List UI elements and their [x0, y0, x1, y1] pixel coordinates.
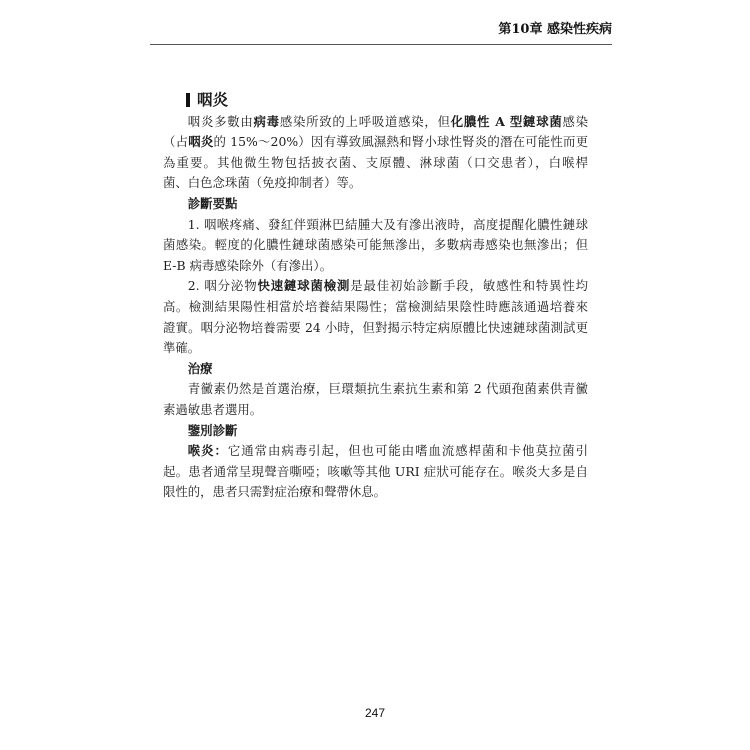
text-segment: 為重要。其他微生物包括披衣菌、支原體、淋球菌（口交患者），白喉桿: [163, 154, 588, 170]
bold-term: 化膿性 A 型鏈球菌: [450, 113, 563, 129]
text-line: [163, 256, 588, 277]
page-number: 247: [364, 706, 386, 720]
text-line: [163, 276, 588, 297]
text-line: [163, 462, 588, 483]
text-segment: 是最佳初始診斷手段，敏感性和特異性均: [350, 278, 589, 294]
text-line: [163, 379, 588, 400]
text-segment: 菌、白色念珠菌（免疫抑制者）等。: [163, 175, 362, 191]
section-title: 咽炎: [197, 90, 229, 109]
text-segment: 的 15%～20%）因有導致風濕熱和腎小球性腎炎的潛在可能性而更: [213, 134, 589, 150]
text-segment: 1. 咽喉疼痛、發紅伴頸淋巴結腫大及有滲出液時，高度提醒化膿性鏈球: [187, 216, 588, 232]
text-segment: 咽炎多數由: [187, 113, 254, 129]
text-line: [163, 173, 588, 194]
text-line: [163, 132, 588, 153]
text-segment: 2. 咽分泌物: [187, 278, 258, 294]
section-heading: [186, 90, 228, 110]
text-segment: （占: [163, 134, 189, 150]
text-line: [163, 338, 588, 359]
subheading: 治療: [187, 360, 213, 376]
text-segment: 高。檢測結果陽性相當於培養結果陽性；當檢測結果陰性時應該通過培養來: [163, 299, 588, 315]
text-segment: 青黴素仍然是首選治療，巨環類抗生素抗生素和第 2 代頭孢菌素供青黴: [187, 381, 588, 397]
text-segment: 證實。咽分泌物培養需要 24 小時，但對揭示特定病原體比快速鏈球菌測試更: [163, 319, 588, 335]
text-segment: 準確。: [163, 340, 201, 356]
text-segment: E-B 病毒感染除外（有滲出）。: [163, 257, 332, 273]
text-segment: 感染所致的上呼吸道感染，但: [279, 113, 451, 129]
text-line: [163, 400, 588, 421]
bold-term: 快速鏈球菌檢測: [257, 278, 351, 294]
text-segment: 起。患者通常呈現聲音嘶啞；咳嗽等其他 URI 症狀可能存在。喉炎大多是自: [163, 463, 588, 479]
bold-term: 病毒: [253, 113, 280, 129]
text-line: [163, 112, 588, 133]
subheading: 鑒別診斷: [187, 422, 238, 438]
text-line: [163, 297, 588, 318]
text-line: [163, 153, 588, 174]
text-line: [163, 441, 588, 462]
text-segment: 它通常由病毒引起，但也可能由嗜血流感桿菌和卡他莫拉菌引: [227, 443, 589, 459]
bold-term: 喉炎：: [187, 443, 228, 459]
text-line: [163, 215, 588, 236]
subheading: 診斷要點: [187, 196, 238, 212]
text-line: [163, 235, 588, 256]
heading-bar-mark: [186, 93, 190, 107]
header-rule: [150, 44, 612, 45]
text-segment: 感染: [562, 113, 589, 129]
bold-term: 咽炎: [188, 134, 214, 150]
section-body: [163, 112, 588, 503]
text-segment: 菌感染。輕度的化膿性鏈球菌感染可能無滲出，多數病毒感染也無滲出；但: [163, 237, 588, 253]
text-segment: 素過敏患者選用。: [163, 402, 263, 417]
running-head-chapter: 第10章 感染性疾病: [498, 22, 612, 37]
text-segment: 限性的，患者只需對症治療和聲帶休息。: [163, 484, 387, 500]
text-line: [163, 318, 588, 339]
text-line: [163, 482, 588, 503]
